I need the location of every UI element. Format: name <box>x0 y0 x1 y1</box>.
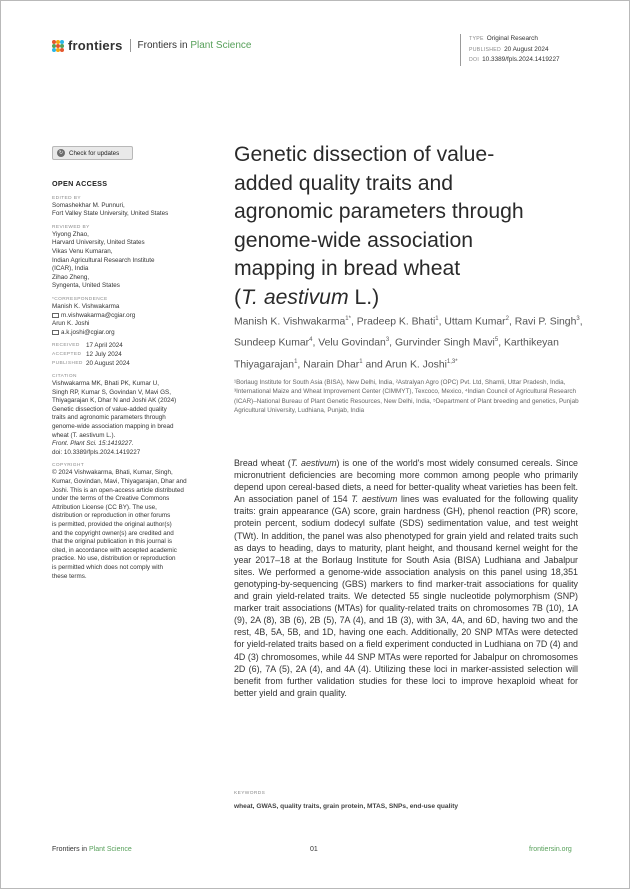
email-icon <box>52 313 59 318</box>
citation: CITATION Vishwakarma MK, Bhati PK, Kumar U, Singh RP, Kumar S, Govindan V, Mavi GS, Thiyagarajan K, Dhar N and Joshi AK (2024) Genetic dissection of value-added quality traits and agronomic parameters through genome-wide association mapping in bread wheat (T. aestivum L.). Front. Plant Sci. 15:1419227. doi: 10.3389/fpls.2024.1419227 <box>52 374 177 456</box>
author-affiliation-ref: 5 <box>494 337 499 344</box>
author-affiliation-ref: 2 <box>505 316 509 322</box>
author-affiliation-ref: 1* <box>345 316 351 322</box>
author-affiliation-ref: 1 <box>435 316 439 322</box>
refresh-icon: ↻ <box>58 150 64 156</box>
footer-site-link[interactable]: frontiersin.org <box>529 846 572 853</box>
author-name[interactable]: Manish K. Vishwakarma <box>234 316 346 328</box>
article-title: Genetic dissection of value- added quality traits and agronomic parameters through genome-wide association mapping in bread wheat (T. aestivum L.) <box>234 143 524 309</box>
dates: RECEIVED 17 April 2024 ACCEPTED 12 July 2024 PUBLISHED 20 August 2024 <box>52 342 130 367</box>
author-affiliation-ref: 3 <box>385 337 390 344</box>
brand-name: frontiers <box>68 38 123 53</box>
author-affiliation-ref: 4 <box>309 337 313 344</box>
page-number: 01 <box>310 846 318 853</box>
author-name[interactable]: Narain Dhar <box>303 359 360 371</box>
footer-journal: Frontiers in Plant Science <box>52 846 132 853</box>
email-icon <box>52 330 59 335</box>
author-affiliation-ref: 1 <box>359 358 363 365</box>
author-affiliation-ref: 1 <box>294 358 298 365</box>
logo-divider <box>130 39 131 52</box>
author-name[interactable]: Karthikeyan Thiyagarajan <box>234 337 559 371</box>
journal-name: Frontiers in Plant Science <box>137 40 252 51</box>
published-date: 20 August 2024 <box>504 45 549 53</box>
email-link[interactable]: a.k.joshi@cgiar.org <box>61 328 115 336</box>
author-name[interactable]: Arun K. Joshi <box>385 359 447 371</box>
article-type: Original Research <box>486 35 538 42</box>
author-name[interactable]: Velu Govindan <box>318 337 386 349</box>
author-name[interactable]: Ravi P. Singh <box>514 316 577 328</box>
doi-link[interactable]: 10.3389/fpls.2024.1419227 <box>482 56 560 64</box>
keywords: wheat, GWAS, quality traits, grain protein, MTAS, SNPs, end-use quality <box>234 803 459 810</box>
frontiers-logo[interactable] <box>52 38 251 53</box>
copyright: COPYRIGHT © 2024 Vishwakarma, Bhati, Kumar, Singh, Kumar, Govindan, Mavi, Thiyagarajan, Dhar and Joshi. This is an open-access article distributed under the terms of the Creative Commons Attribution License (CC BY). The use, distribution or reproduction in other forums is permitted, provided the original author(s) and the copyright owner(s) are credited and that the original publication in this journal is cited, in accordance with accepted academic practice. No use, distribution or reproduction is permitted which does not comply with these terms. <box>52 463 187 580</box>
abstract: Bread wheat (T. aestivum) is one of the world's most widely consumed cereals. Since micronutrient deficiencies are becoming more common among people who primarily depend upon cereal-based diets, a need for better-quality wheat varieties has been felt. An association panel of 154 T. aestivum lines was evaluated for the following quality traits: grain appearance (GA) score, grain hardness (GH), phenol reaction (PR) score, protein percent, sodium dodecyl sulfate (SDS) sedimentation value, and test weight (TWt). In addition, the panel was also phenotyped for grain yield and related traits such as days to heading, days to maturity, plant height, and thousand kernel weight for the year 2017–18 at the Borlaug Institute for South Asia (BISA) Ludhiana and Jabalpur sites. We performed a genome-wide association analysis on this panel using 18,351 genotyping-by-sequencing (GBS) markers to find marker-trait associations for quality and grain yield-related traits. We detected 55 single nucleotide polymorphism (SNP) marker trait associations (MTAs) for quality-related traits on chromosomes 7B (10), 1A (9), 2A (8), 3B (6), 2B (5), 7A (4), and 1B (3), with 3A, 4A, and 6D, having two and the rest, 4B, 5A, 5B, and 1D, having one each. Additionally, 20 SNP MTAs were detected for yield-related traits based on a field experiment conducted in Ludhiana on 7D (4) and 4D (3) chromosomes, while 44 SNP MTAs were reported for Jabalpur on chromosomes 2D (6), 7A (5), 2A (4), and 4A (4). Utilizing these loci in marker-assisted selection will benefit from further validation studies for these loci to improve hexaploid wheat for better yield and grain quality. <box>234 458 578 698</box>
email-link[interactable]: m.vishwakarma@cgiar.org <box>61 311 136 319</box>
check-for-updates-button[interactable]: ↻ Check for updates <box>52 146 133 160</box>
correspondence: *CORRESPONDENCE Manish K. Vishwakarma m.vishwakarma@cgiar.org Arun K. Joshi a.k.joshi@cgiar.org <box>52 296 136 336</box>
open-access-label: OPEN ACCESS <box>52 179 108 188</box>
author-affiliation-ref: 3 <box>576 316 580 322</box>
keywords-label: KEYWORDS <box>234 791 266 796</box>
affiliations: ¹Borlaug Institute for South Asia (BISA), New Delhi, India, ²Astralyan Agro (OPC) Pvt. Ltd, Shamli, Uttar Pradesh, India, ³International Maize and Wheat Improvement Center (CIMMYT), Texcoco, Mexico, ⁴Indian Council of Agricultural Research (ICAR)–National Bureau of Plant Genetic Resources, New Delhi, India, ⁵Department of Plant breeding and genetics, Punjab Agricultural University, Ludhiana, Punjab, India <box>234 379 579 414</box>
edited-by: EDITED BY Somashekhar M. Punnuri, Fort Valley State University, United States <box>52 195 169 218</box>
author-name[interactable]: Gurvinder Singh Mavi <box>394 337 495 349</box>
author-list: Manish K. Vishwakarma$^{1*}$, Pradeep K. Bhati$^1$, Uttam Kumar$^2$, Ravi P. Singh$^3$, Sundeep Kumar$^4$, Velu Govindan$^3$, Gurvinder Singh Mavi$^5$, Karthikeyan Thiyagarajan$^1$, Narain Dhar$^1$ and Arun K. Joshi$^{1,3*}$ <box>234 316 583 371</box>
sidebar <box>52 180 202 586</box>
article-meta: TYPE Original Research PUBLISHED 20 August 2024 DOI 10.3389/fpls.2024.1419227 <box>460 34 560 66</box>
reviewed-by: REVIEWED BY Yiyong Zhao, Harvard University, United States Vikas Venu Kumaran, Indian Agricultural Research Institute (ICAR), India Zihao Zheng, Syngenta, United States <box>52 224 155 290</box>
author-name[interactable]: Uttam Kumar <box>444 316 506 328</box>
author-name[interactable]: Pradeep K. Bhati <box>356 316 436 328</box>
author-affiliation-ref: 1,3* <box>446 358 458 365</box>
frontiers-logo-icon <box>52 40 64 52</box>
author-name[interactable]: Sundeep Kumar <box>234 337 310 349</box>
